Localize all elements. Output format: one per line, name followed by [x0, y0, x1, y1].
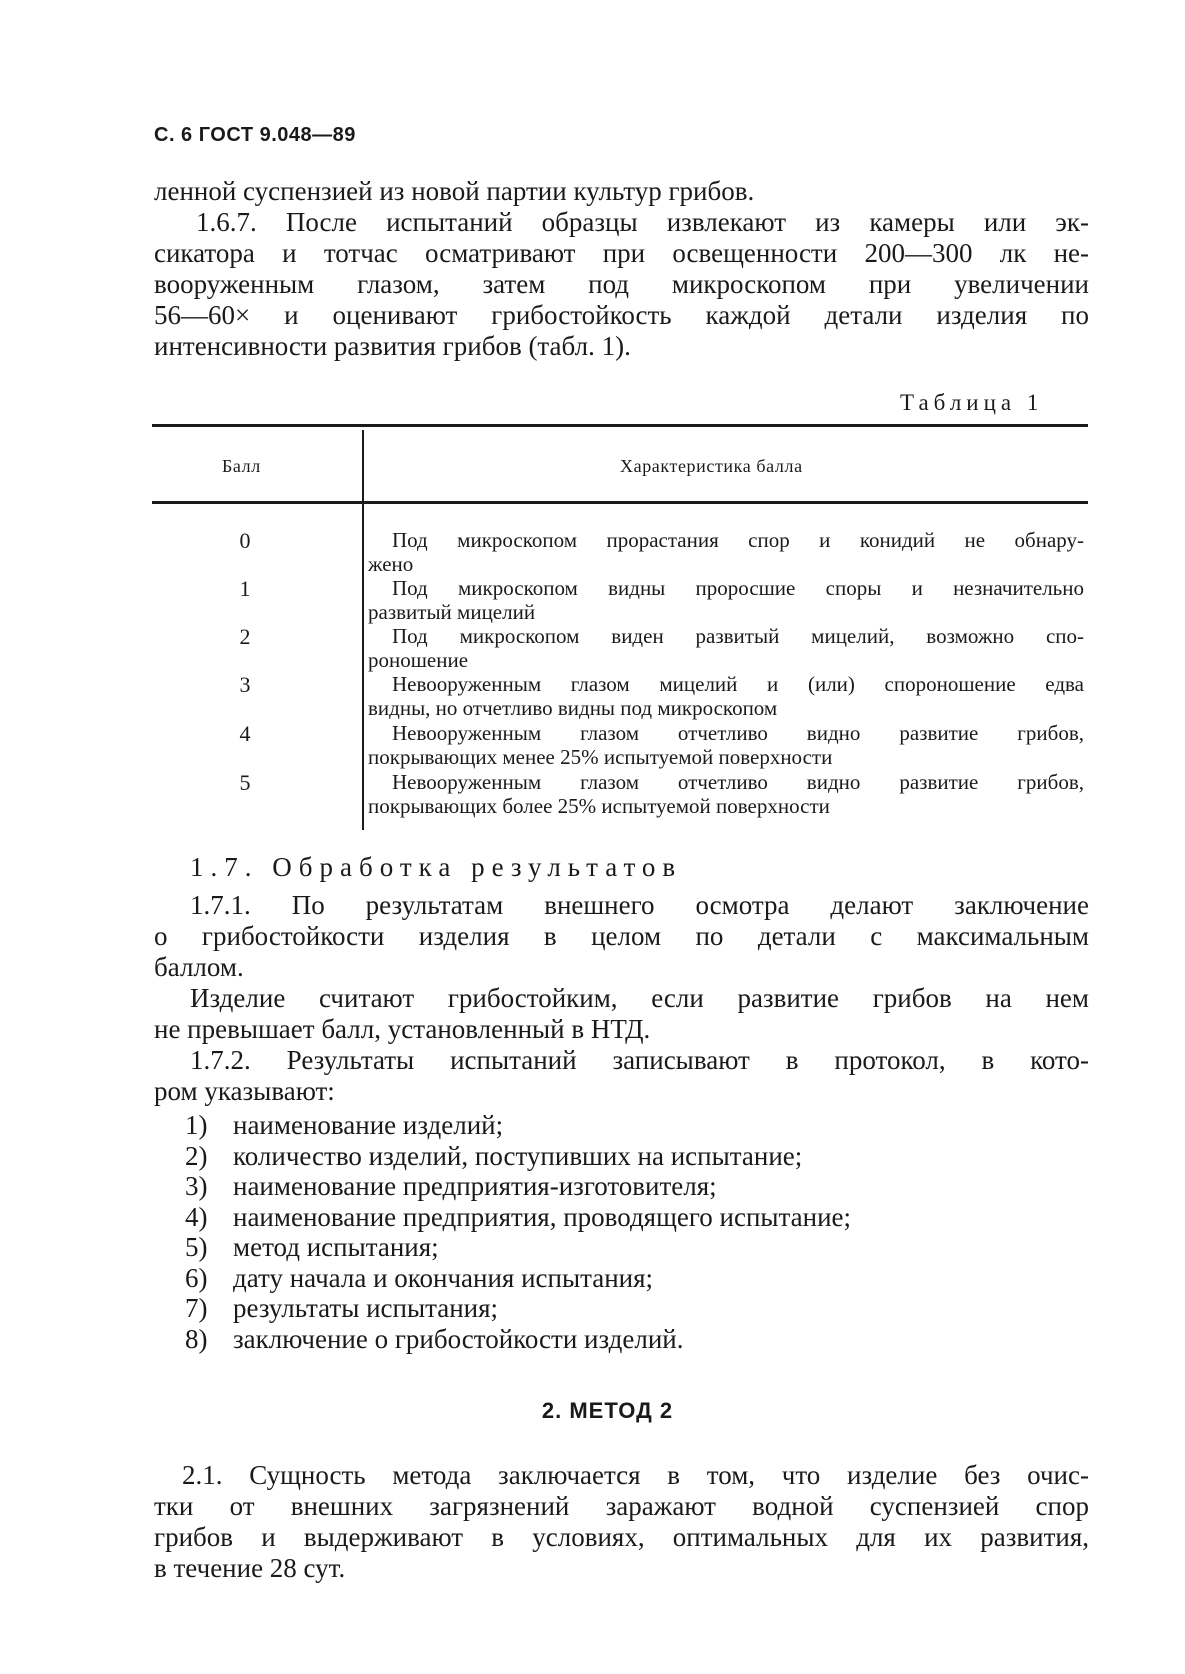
list-item — [185, 1202, 851, 1233]
column-header-description: Характеристика балла — [620, 456, 803, 476]
list-item — [185, 1263, 851, 1294]
text-line: интенсивности развития грибов (табл. 1). — [154, 331, 631, 361]
description-cell — [368, 528, 1084, 576]
list-item-number: 1) — [185, 1110, 208, 1140]
list-item — [185, 1141, 851, 1172]
text-line: вооруженным глазом, затем под микроскопом при увеличении — [154, 269, 1089, 299]
description-line: Под микроскопом видны проросшие споры и незначительно — [392, 576, 1084, 600]
table-title: Таблица 1 — [900, 390, 1044, 415]
description-line: покрывающих менее 25% испытуемой поверхности — [368, 745, 833, 769]
text-line: 1.7.2. Результаты испытаний записывают в протокол, в кото- — [190, 1045, 1089, 1075]
section-heading: 1.7. Обработка результатов — [190, 852, 683, 882]
text-line: грибов и выдерживают в условиях, оптимальных для их развития, — [154, 1522, 1089, 1552]
text-line: ром указывают: — [154, 1076, 335, 1106]
list-item-number: 8) — [185, 1323, 208, 1354]
description-line: роношение — [368, 648, 469, 672]
description-line: видны, но отчетливо видны под микроскопом — [368, 696, 778, 720]
text-line: о грибостойкости изделия в целом по детали с максимальным — [154, 921, 1089, 951]
list-item-text: дату начала и окончания испытания; — [233, 1262, 654, 1293]
table-row — [154, 721, 1089, 769]
list-item-number: 3) — [185, 1171, 208, 1201]
list-item — [185, 1293, 851, 1324]
list-item-text: результаты испытания; — [233, 1293, 499, 1323]
description-line: жено — [368, 552, 414, 576]
text-line: 1.6.7. После испытаний образцы извлекают из камеры или эк- — [196, 207, 1089, 237]
text-line: сикатора и тотчас осматривают при освещенности 200—300 лк не- — [154, 238, 1089, 268]
list-item-number: 5) — [185, 1232, 208, 1262]
description-cell — [368, 770, 1084, 818]
text-line: Изделие считают грибостойким, если развитие грибов на нем — [190, 983, 1089, 1013]
description-line: развитый мицелий — [368, 600, 536, 624]
text-line: 1.7.1. По результатам внешнего осмотра делают заключение — [190, 890, 1089, 920]
score-cell: 1 — [239, 576, 251, 601]
text-line: 56—60× и оценивают грибостойкость каждой детали изделия по — [154, 300, 1089, 330]
column-header-score: Балл — [222, 456, 261, 476]
table-header-rule — [152, 501, 1088, 504]
list-item — [185, 1110, 851, 1141]
text-line: в течение 28 сут. — [154, 1553, 346, 1583]
list-item-text: наименование предприятия-изготовителя; — [233, 1171, 717, 1201]
score-cell: 3 — [239, 672, 251, 697]
list-item-text: заключение о грибостойкости изделий. — [233, 1323, 684, 1354]
description-line: покрывающих более 25% испытуемой поверхности — [368, 794, 830, 818]
text-line: не превышает балл, установленный в НТД. — [154, 1014, 651, 1044]
list-item-text: наименование предприятия, проводящего испытание; — [233, 1201, 852, 1232]
list-item-number: 6) — [185, 1262, 208, 1293]
text-line: баллом. — [154, 952, 244, 982]
text-line: ленной суспензией из новой партии культур грибов. — [154, 176, 755, 206]
score-cell: 0 — [239, 528, 251, 553]
paragraph-1-7-1 — [154, 890, 1089, 983]
paragraph-2-1 — [154, 1460, 1089, 1584]
list-item-text: количество изделий, поступивших на испытание; — [233, 1140, 803, 1171]
score-cell: 4 — [239, 721, 251, 746]
protocol-items-list — [185, 1110, 851, 1354]
score-cell: 5 — [239, 770, 251, 795]
list-item-number: 4) — [185, 1201, 208, 1232]
description-cell — [368, 576, 1084, 624]
description-line: Под микроскопом прорастания спор и конидий не обнару- — [392, 528, 1084, 552]
description-line: Невооруженным глазом отчетливо видно развитие грибов, — [392, 770, 1084, 794]
description-line: Под микроскопом виден развитый мицелий, возможно спо- — [392, 624, 1084, 648]
list-item-number: 2) — [185, 1140, 208, 1171]
description-line: Невооруженным глазом отчетливо видно развитие грибов, — [392, 721, 1084, 745]
description-line: Невооруженным глазом мицелий и (или) спороношение едва — [392, 672, 1084, 696]
table-row — [154, 672, 1089, 720]
section-2-heading: 2. МЕТОД 2 — [541, 1398, 674, 1423]
table-row — [154, 770, 1089, 818]
score-cell: 2 — [239, 624, 251, 649]
list-item-text: метод испытания; — [233, 1232, 439, 1262]
table-row — [154, 576, 1089, 624]
text-line: 2.1. Сущность метода заключается в том, что изделие без очис- — [182, 1460, 1089, 1490]
list-item-text: наименование изделий; — [233, 1110, 504, 1140]
list-item — [185, 1232, 851, 1263]
list-item — [185, 1171, 851, 1202]
text-line: тки от внешних загрязнений заражают водной суспензией спор — [154, 1491, 1089, 1521]
page-header: С. 6 ГОСТ 9.048—89 — [154, 124, 356, 146]
table-top-rule — [152, 424, 1088, 427]
paragraph-criterion — [154, 983, 1089, 1045]
description-cell — [368, 672, 1084, 720]
list-item-number: 7) — [185, 1293, 208, 1323]
intro-paragraph — [154, 176, 1089, 362]
description-cell — [368, 721, 1084, 769]
description-cell — [368, 624, 1084, 672]
paragraph-1-7-2 — [154, 1045, 1089, 1107]
table-row — [154, 624, 1089, 672]
list-item — [185, 1324, 851, 1355]
table-row — [154, 528, 1089, 576]
